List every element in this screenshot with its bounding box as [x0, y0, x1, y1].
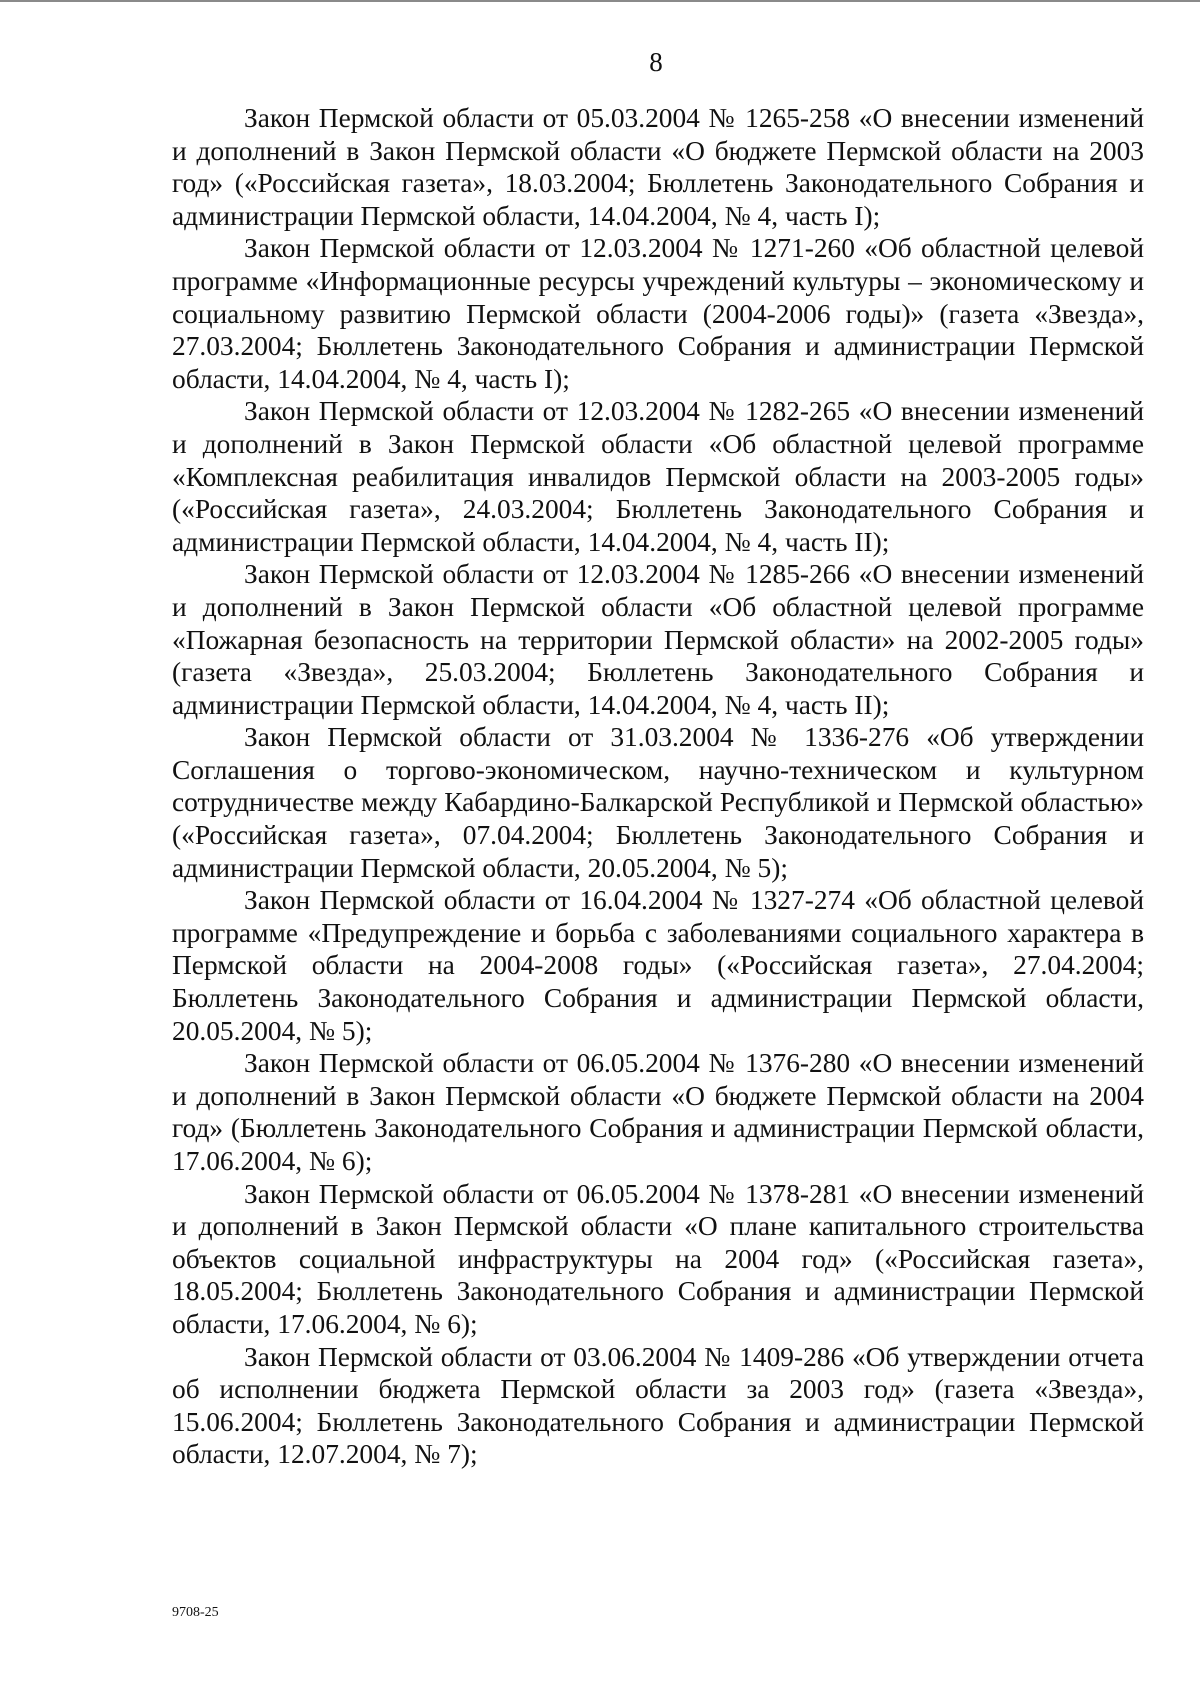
page-number: 8: [649, 47, 663, 77]
law-entry: Закон Пермской области от 12.03.2004 № 1282-265 «О внесении изменений и дополнений в Закон Пермской области «Об областной целевой программе «Комплексная реабилитация инвалидов Пермской области на 2003-2005 годы» («Российская газета», 24.03.2004; Бюллетень Законодательного Собрания и администрации Пермской области, 14.04.2004, № 4, часть II);: [172, 396, 1144, 557]
law-list: [172, 102, 1144, 1471]
law-entry: Закон Пермской области от 12.03.2004 № 1271-260 «Об областной целевой программе «Информационные ресурсы учреждений культуры – экономическому и социальному развитию Пермской области (2004-2006 годы)» (газета «Звезда», 27.03.2004; Бюллетень Законодательного Собрания и администрации Пермской области, 14.04.2004, № 4, часть I);: [172, 233, 1144, 394]
law-entry: Закон Пермской области от 06.05.2004 № 1378-281 «О внесении изменений и дополнений в Закон Пермской области «О плане капитального строительства объектов социальной инфраструктуры на 2004 год» («Российская газета», 18.05.2004; Бюллетень Законодательного Собрания и администрации Пермской области, 17.06.2004, № 6);: [172, 1178, 1144, 1339]
law-entry: Закон Пермской области от 12.03.2004 № 1285-266 «О внесении изменений и дополнений в Закон Пермской области «Об областной целевой программе «Пожарная безопасность на территории Пермской области» на 2002-2005 годы» (газета «Звезда», 25.03.2004; Бюллетень Законодательного Собрания и администрации Пермской области, 14.04.2004, № 4, часть II);: [172, 559, 1144, 720]
law-entry: Закон Пермской области от 16.04.2004 № 1327-274 «Об областной целевой программе «Предупреждение и борьба с заболеваниями социального характера в Пермской области на 2004-2008 годы» («Российская газета», 27.04.2004; Бюллетень Законодательного Собрания и администрации Пермской области, 20.05.2004, № 5);: [172, 885, 1144, 1046]
scan-top-edge: [0, 0, 1200, 2]
law-entry: Закон Пермской области от 06.05.2004 № 1376-280 «О внесении изменений и дополнений в Закон Пермской области «О бюджете Пермской области на 2004 год» (Бюллетень Законодательного Собрания и администрации Пермской области, 17.06.2004, № 6);: [172, 1048, 1144, 1176]
law-entry: Закон Пермской области от 05.03.2004 № 1265-258 «О внесении изменений и дополнений в Закон Пермской области «О бюджете Пермской области на 2003 год» («Российская газета», 18.03.2004; Бюллетень Законодательного Собрания и администрации Пермской области, 14.04.2004, № 4, часть I);: [172, 103, 1144, 231]
law-entry: Закон Пермской области от 31.03.2004 № 1336-276 «Об утверждении Соглашения о торгово-экономическом, научно-техническом и культурном сотрудничестве между Кабардино-Балкарской Республикой и Пермской областью» («Российская газета», 07.04.2004; Бюллетень Законодательного Собрания и администрации Пермской области, 20.05.2004, № 5);: [172, 722, 1144, 883]
law-entry: Закон Пермской области от 03.06.2004 № 1409-286 «Об утверждении отчета об исполнении бюджета Пермской области за 2003 год» (газета «Звезда», 15.06.2004; Бюллетень Законодательного Собрания и администрации Пермской области, 12.07.2004, № 7);: [172, 1341, 1144, 1470]
document-code: 9708-25: [172, 1605, 219, 1620]
